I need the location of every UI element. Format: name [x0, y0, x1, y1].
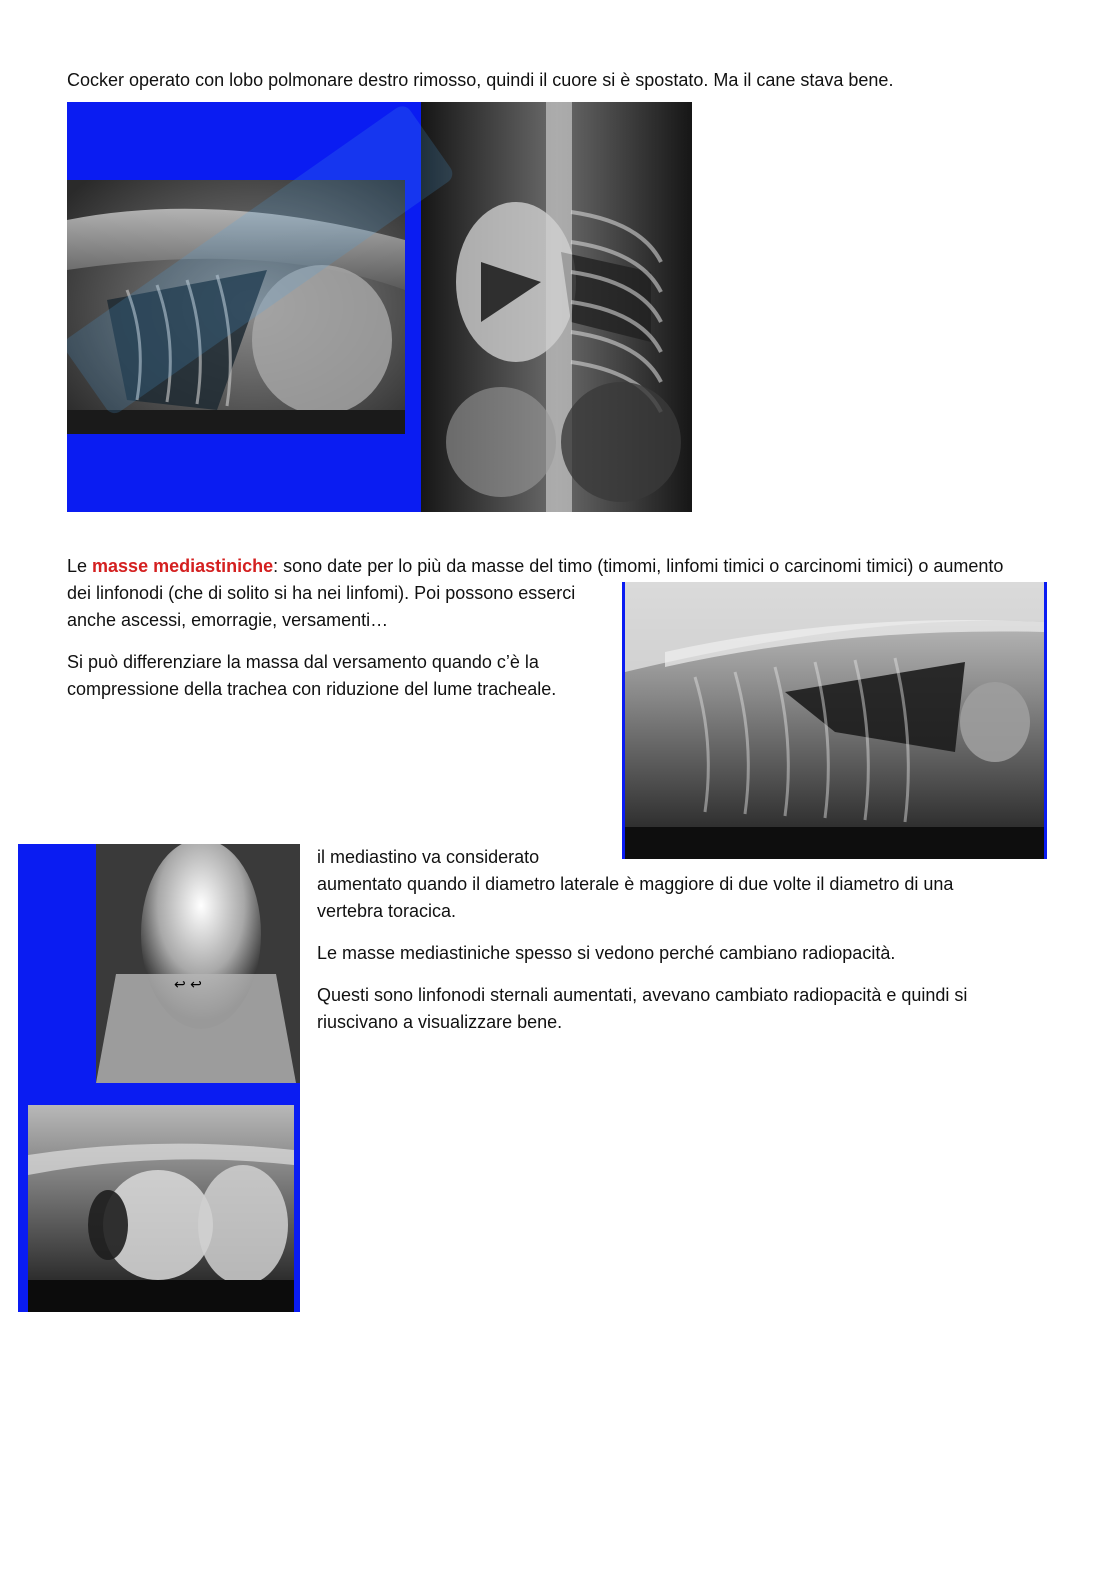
figure-thorax-radiographs: [67, 102, 692, 512]
paragraph-mediastinum-line1: il mediastino va considerato: [317, 847, 540, 867]
figure-lateral-mediastinal-mass: [622, 582, 1047, 859]
paragraph-mediastinum-line2: aumentato quando il diametro laterale è maggiore di due volte il diametro di una: [317, 874, 954, 894]
paragraph-radiopacity: Le masse mediastiniche spesso si vedono perché cambiano radiopacità.: [317, 943, 896, 963]
lateral-radiograph: [67, 180, 405, 434]
text-lead: Le: [67, 556, 93, 576]
lateral-radiograph-mass: [625, 582, 1044, 859]
ventrodorsal-radiograph: [421, 102, 692, 512]
paragraph-differentiation-line2: compressione della trachea con riduzione del lume tracheale.: [67, 679, 557, 699]
svg-text:↩ ↩: ↩ ↩: [174, 977, 202, 993]
text-rest: : sono date per lo più da masse del timo (timomi, linfomi timici o carcinomi timici) o aumento: [273, 556, 1004, 576]
figure-sternal-lymph-nodes: [18, 844, 300, 1312]
paragraph-sternal-line1: Questi sono linfonodi sternali aumentati, avevano cambiato radiopacità e quindi si: [317, 985, 968, 1005]
paragraph-masses-line2: dei linfonodi (che di solito si ha nei linfomi). Poi possono esserci: [67, 583, 576, 603]
paragraph-masses-intro: [67, 553, 1003, 580]
paragraph-masses-line3: anche ascessi, emorragie, versamenti…: [67, 610, 389, 630]
paragraph-mediastinum-line3: vertebra toracica.: [317, 901, 457, 921]
paragraph-sternal-line2: riuscivano a visualizzare bene.: [317, 1012, 563, 1032]
lateral-radiograph-sternal: [28, 1105, 294, 1312]
highlight-term: masse mediastiniche: [92, 556, 274, 576]
paragraph-intro: Cocker operato con lobo polmonare destro rimosso, quindi il cuore si è spostato. Ma il cane stava bene.: [67, 70, 894, 90]
paragraph-differentiation-line1: Si può differenziare la massa dal versamento quando c’è la: [67, 652, 539, 672]
vd-radiograph-sternal: [96, 844, 300, 1083]
